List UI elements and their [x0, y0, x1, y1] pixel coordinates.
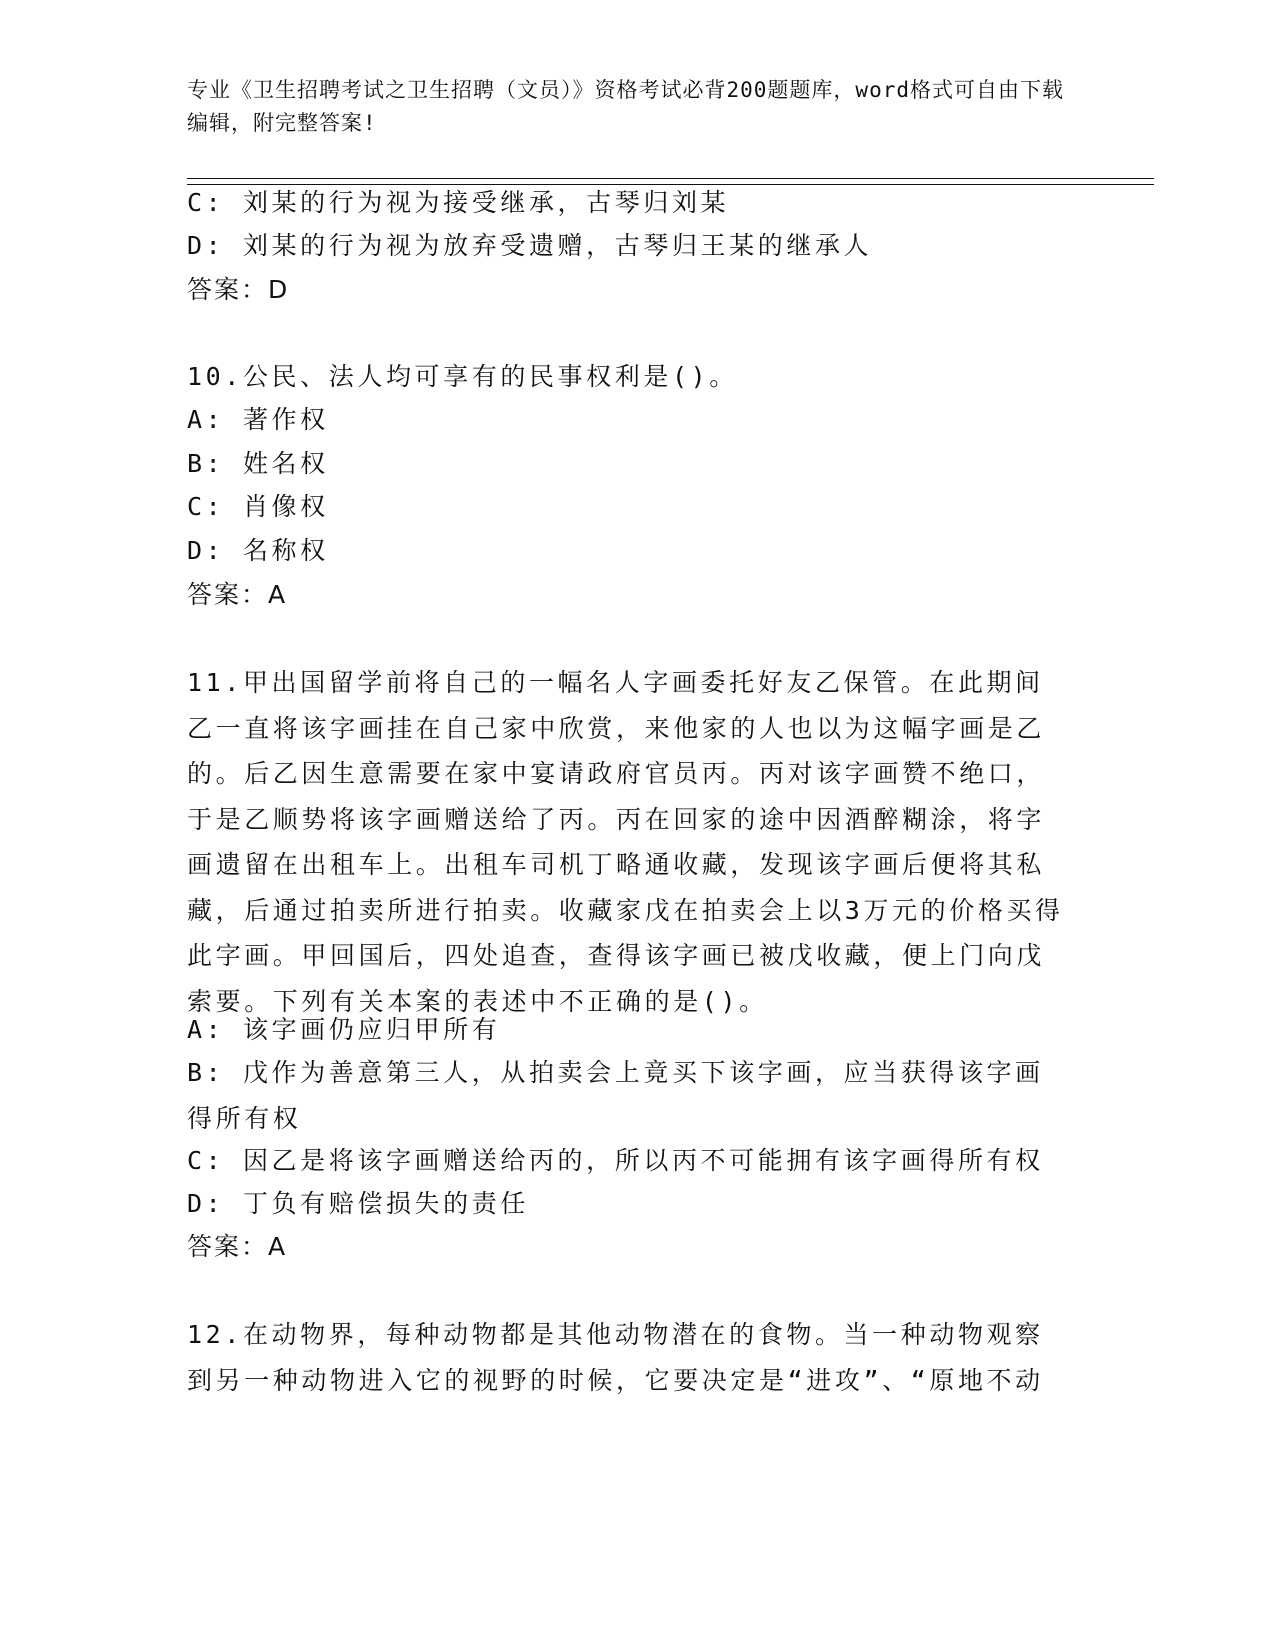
q11-option-d: D: 丁负有赔偿损失的责任 [187, 1189, 529, 1218]
q9-answer: 答案：D [187, 275, 290, 304]
header-divider [187, 178, 1154, 185]
q9-option-c: C: 刘某的行为视为接受继承，古琴归刘某 [187, 188, 730, 217]
q11-option-a: A: 该字画仍应归甲所有 [187, 1015, 501, 1044]
q10-question: 10.公民、法人均可享有的民事权利是()。 [187, 362, 738, 391]
q10-option-b: B: 姓名权 [187, 449, 329, 478]
q10-option-d: D: 名称权 [187, 536, 329, 565]
q10-option-c: C: 肖像权 [187, 492, 329, 521]
q11-option-b: B: 戊作为善意第三人，从拍卖会上竟买下该字画，应当获得该字画得所有权 [187, 1058, 1044, 1133]
q11-option-c: C: 因乙是将该字画赠送给丙的，所以丙不可能拥有该字画得所有权 [187, 1146, 1044, 1175]
page-header: 专业《卫生招聘考试之卫生招聘（文员）》资格考试必背200题题库，word格式可自由下载编辑，附完整答案! [187, 78, 1064, 135]
q12-question: 12.在动物界，每种动物都是其他动物潜在的食物。当一种动物观察到另一种动物进入它的视野的时候，它要决定是“进攻”、“原地不动 [187, 1320, 1044, 1395]
q11-answer: 答案：A [187, 1232, 288, 1261]
q10-option-a: A: 著作权 [187, 405, 329, 434]
q10-answer: 答案：A [187, 580, 288, 609]
q9-option-d: D: 刘某的行为视为放弃受遗赠，古琴归王某的继承人 [187, 231, 873, 260]
q11-question: 11.甲出国留学前将自己的一幅名人字画委托好友乙保管。在此期间乙一直将该字画挂在自己家中欣赏，来他家的人也以为这幅字画是乙的。后乙因生意需要在家中宴请政府官员丙。丙对该字画赞不绝口，于是乙顺势将该字画赠送给了丙。丙在回家的途中因酒醉糊涂，将字画遗留在出租车上。出租车司机丁略通收藏，发现该字画后便将其私藏，后通过拍卖所进行拍卖。收藏家戊在拍卖会上以3万元的价格买得此字画。甲回国后，四处追查，查得该字画已被戊收藏，便上门向戊索要。下列有关本案的表述中不正确的是()。 [187, 668, 1064, 1016]
